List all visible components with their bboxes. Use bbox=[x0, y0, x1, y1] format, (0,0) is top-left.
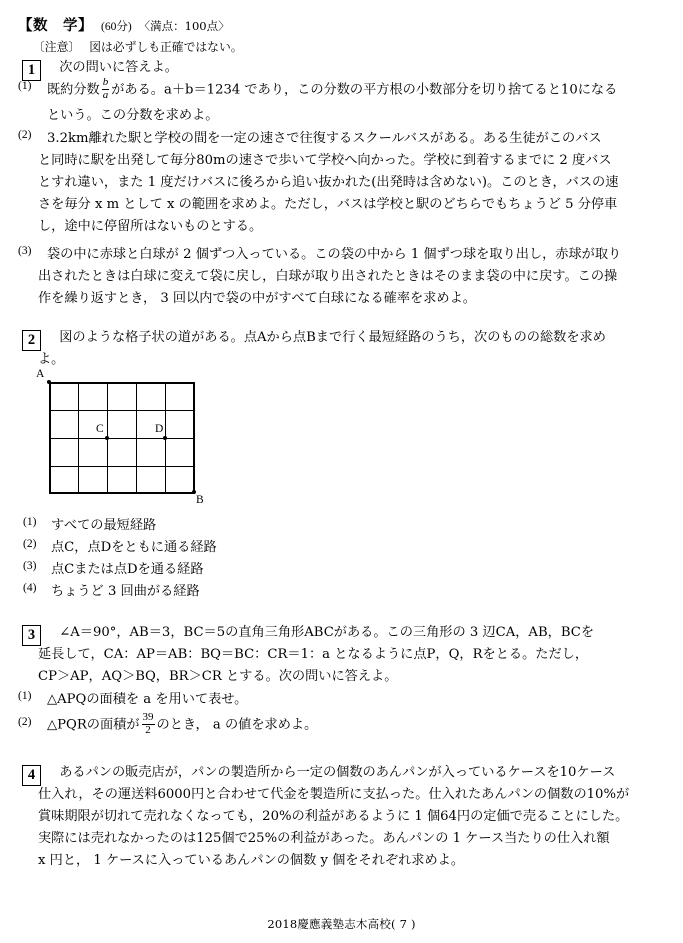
problem-1-item-2-line-1: 3.2km離れた駅と学校の間を一定の速さで往復するスクールバスがある。ある生徒がこのバス bbox=[47, 131, 602, 146]
problem-3-number: 3 bbox=[22, 625, 41, 646]
grid-hline-0 bbox=[49, 382, 195, 384]
grid-hline-2 bbox=[49, 438, 195, 439]
page-header bbox=[18, 14, 230, 35]
duration-label: (60分) bbox=[101, 21, 132, 33]
max-score-label: 〈満点：100点〉 bbox=[138, 19, 230, 33]
problem-2-item-1-label: (1) bbox=[23, 516, 37, 528]
problem-1-item-2-line-4: さを毎分 x m として x の範囲を求めよ。ただし，バスは学校と駅のどちらでもちょうど 5 分停車 bbox=[38, 197, 618, 212]
problem-1-item-3-line-2: 出されたときは白球に変えて袋に戻し，白球が取り出されたときはそのまま袋の中に戻す。この操 bbox=[38, 269, 618, 284]
problem-3-item-2-text bbox=[47, 713, 317, 737]
grid-point-C bbox=[105, 436, 109, 440]
problem-1-item-2-label: (2) bbox=[18, 129, 32, 141]
problem-2-item-4-text: ちょうど 3 回曲がる経路 bbox=[51, 584, 200, 599]
problem-3-lead-line-1: ∠A＝90°，AB＝3，BC＝5の直角三角形ABCがある。この三角形の 3 辺CA，AB，BCを bbox=[59, 625, 595, 640]
problem-1-item-1-line-1 bbox=[47, 78, 617, 102]
problem-1-lead: 次の問いに答えよ。 bbox=[59, 60, 178, 75]
problem-3-lead-line-2: 延長して，CA：AP＝AB：BQ＝BC：CR＝1：a となるように点P，Q，Rをとる。ただし， bbox=[38, 647, 589, 662]
problem-2-item-2-label: (2) bbox=[23, 538, 37, 550]
problem-4-lead-line-5: x 円と， 1 ケースに入っているあんパンの個数 y 個をそれぞれ求めよ。 bbox=[38, 853, 465, 868]
problem-2-item-1-text: すべての最短経路 bbox=[51, 518, 157, 533]
fraction-numerator: b bbox=[102, 76, 109, 88]
problem-2-item-2-text: 点C，点Dをともに通る経路 bbox=[51, 540, 217, 555]
note-text: 図は必ずしも正確ではない。 bbox=[89, 40, 243, 54]
fraction-39-over-2 bbox=[142, 712, 155, 736]
problem-1-item-3-label: (3) bbox=[18, 245, 32, 257]
problem-2-item-3-label: (3) bbox=[23, 560, 37, 572]
grid-hline-4 bbox=[49, 492, 195, 494]
problem-1-number: 1 bbox=[22, 60, 41, 81]
problem-4-number: 4 bbox=[22, 765, 41, 786]
grid-hline-3 bbox=[49, 466, 195, 467]
problem-2-item-3-text: 点Cまたは点Dを通る経路 bbox=[51, 562, 204, 577]
problem-1-item-3-line-3: 作を繰り返すとき， 3 回以内で袋の中がすべて白球になる確率を求めよ。 bbox=[38, 291, 476, 306]
problem-1-item-1-label: (1) bbox=[18, 80, 32, 92]
fraction-denominator: a bbox=[102, 88, 109, 101]
grid-hline-1 bbox=[49, 410, 195, 411]
grid-point-A bbox=[47, 380, 51, 384]
problem-1-item-2-line-2: と同時に駅を出発して毎分80mの速さで歩いて学校へ向かった。学校に到着するまでに 2 度バス bbox=[38, 153, 612, 168]
grid-label-C: C bbox=[96, 423, 104, 435]
frac-prefix-text: 既約分数 bbox=[47, 82, 100, 98]
note-label: 〔注意〕 bbox=[33, 40, 81, 54]
problem-2-lead-line-1: 図のような格子状の道がある。点Aから点Bまで行く最短経路のうち，次のものの総数を求め bbox=[59, 330, 606, 345]
problem-3-item-2-label: (2) bbox=[18, 716, 32, 728]
problem-3-item-1-text: △APQの面積を a を用いて表せ。 bbox=[47, 692, 248, 707]
area-suffix-text: のとき， a の値を求めよ。 bbox=[156, 717, 318, 733]
problem-1-item-2-line-3: とすれ違い，また 1 度だけバスに後ろから追い抜かれた(出発時は含めない)。このとき，バスの速 bbox=[38, 175, 619, 190]
problem-4-lead-line-3: 賞味期限が切れて売れなくなっても，20%の利益があるように 1 個64円の定価で売ることにした。 bbox=[38, 809, 629, 824]
problem-2-item-4-label: (4) bbox=[23, 582, 37, 594]
area-prefix-text: △PQRの面積が bbox=[47, 717, 140, 733]
problem-2-number: 2 bbox=[22, 330, 41, 351]
page-footer: 2018慶應義塾志木高校( 7 ) bbox=[267, 917, 416, 931]
problem-4-lead-line-1: あるパンの販売店が，パンの製造所から一定の個数のあんパンが入っているケースを10ケース bbox=[59, 765, 616, 780]
fraction-numerator: 39 bbox=[142, 711, 154, 723]
fraction-denominator: 2 bbox=[142, 724, 155, 737]
problem-1-item-1-line-2: という。この分数を求めよ。 bbox=[47, 108, 219, 123]
problem-1-item-2-line-5: し，途中に停留所はないものとする。 bbox=[38, 219, 263, 234]
problem-4-lead-line-4: 実際には売れなかったのは125個で25%の利益があった。あんパンの 1 ケース当たりの仕入れ額 bbox=[38, 831, 610, 846]
problem-4-lead-line-2: 仕入れ，その運送料6000円と合わせて代金を製造所に支払った。仕入れたあんパンの個数の10%が bbox=[38, 787, 630, 802]
problem-3-item-1-label: (1) bbox=[18, 690, 32, 702]
lattice-grid-figure bbox=[49, 382, 195, 494]
fraction-b-over-a bbox=[102, 77, 110, 101]
problem-3-lead-line-3: CP＞AP，AQ＞BQ，BR＞CR とする。次の問いに答えよ。 bbox=[38, 669, 398, 684]
subject-title: 【数 学】 bbox=[18, 17, 93, 34]
frac-suffix-text: がある。a＋b＝1234 であり，この分数の平方根の小数部分を切り捨てると10になる bbox=[111, 82, 618, 98]
problem-2-heading bbox=[22, 326, 606, 351]
grid-label-B: B bbox=[196, 494, 204, 506]
note-row bbox=[33, 38, 243, 55]
grid-label-A: A bbox=[36, 368, 45, 380]
grid-point-D bbox=[163, 436, 167, 440]
problem-1-item-3-line-1: 袋の中に赤球と白球が 2 個ずつ入っている。この袋の中から 1 個ずつ球を取り出し，赤球が取り bbox=[47, 247, 622, 262]
problem-2-lead-line-2: よ。 bbox=[38, 352, 65, 367]
grid-label-D: D bbox=[155, 423, 164, 435]
